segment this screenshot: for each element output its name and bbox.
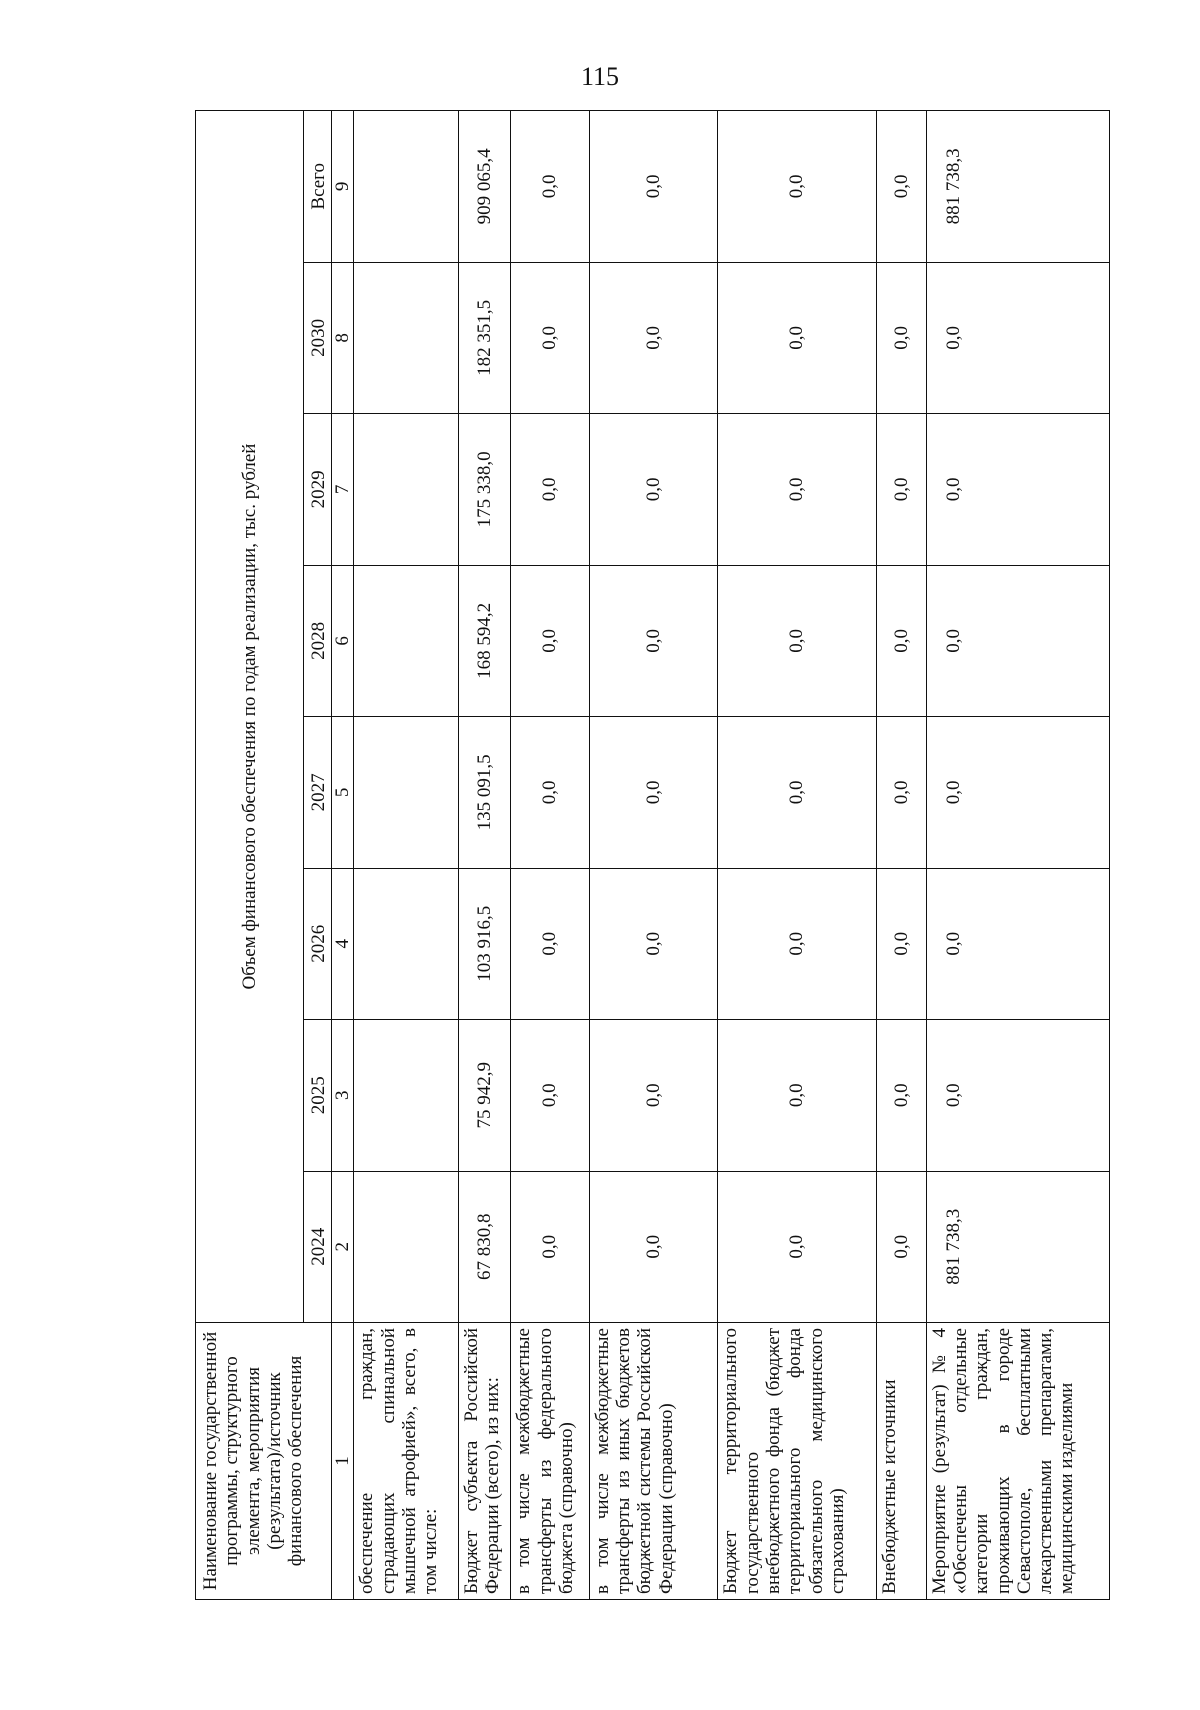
row-value: 0,0 [589, 111, 718, 263]
table-row [458, 111, 510, 1600]
year-header: 2029 [304, 414, 332, 565]
row-value: 0,0 [511, 1020, 590, 1171]
row-value: 0,0 [926, 565, 1109, 716]
column-number: 1 [332, 1323, 354, 1600]
row-value: 0,0 [876, 868, 926, 1019]
row-value: 881 738,3 [926, 111, 1109, 263]
row-value [354, 111, 459, 263]
name-column-header: Наименование государственной программы, структурного элемента, мероприятия (результата)/источник финансового обеспечения [196, 1323, 332, 1600]
row-value: 0,0 [876, 262, 926, 413]
row-value: 0,0 [876, 717, 926, 868]
row-value: 0,0 [511, 262, 590, 413]
row-value: 0,0 [876, 111, 926, 263]
row-value: 0,0 [589, 868, 718, 1019]
column-number: 7 [332, 414, 354, 565]
year-header: 2026 [304, 868, 332, 1019]
page-number: 115 [580, 62, 620, 91]
row-value: 0,0 [718, 1020, 876, 1171]
table-row [926, 111, 1109, 1600]
row-value: 103 916,5 [458, 868, 510, 1019]
row-value: 168 594,2 [458, 565, 510, 716]
row-value [354, 868, 459, 1019]
row-value: 0,0 [511, 111, 590, 263]
row-value: 0,0 [589, 414, 718, 565]
row-value: 135 091,5 [458, 717, 510, 868]
row-value: 0,0 [589, 565, 718, 716]
row-value: 0,0 [718, 717, 876, 868]
row-value [354, 262, 459, 413]
row-value: 182 351,5 [458, 262, 510, 413]
row-value: 0,0 [876, 414, 926, 565]
row-value: 0,0 [718, 262, 876, 413]
total-header: Всего [304, 111, 332, 263]
row-value: 175 338,0 [458, 414, 510, 565]
year-header: 2024 [304, 1171, 332, 1322]
row-value: 0,0 [511, 717, 590, 868]
row-value: 0,0 [718, 1171, 876, 1322]
row-value: 0,0 [876, 565, 926, 716]
row-value: 0,0 [718, 414, 876, 565]
year-header: 2028 [304, 565, 332, 716]
row-value [354, 565, 459, 716]
column-number: 5 [332, 717, 354, 868]
row-value: 0,0 [926, 1020, 1109, 1171]
row-value [354, 1171, 459, 1322]
column-number: 4 [332, 868, 354, 1019]
row-name: Мероприятие (результат) № 4 «Обеспечены отдельные категории граждан, проживающих в городе Севастополе, бесплатными лекарственными препаратами, медицинскими изделиями [926, 1323, 1109, 1600]
column-number: 3 [332, 1020, 354, 1171]
row-value: 0,0 [511, 1171, 590, 1322]
row-value: 0,0 [589, 1020, 718, 1171]
column-number: 9 [332, 111, 354, 263]
row-name: Бюджет территориального государственного внебюджетного фонда (бюджет территориального фонда обязательного медицинского страхования) [718, 1323, 876, 1600]
row-value [354, 1020, 459, 1171]
row-value: 0,0 [511, 414, 590, 565]
row-name: в том числе межбюджетные трансферты из иных бюджетов бюджетной системы Российской Федерации (справочно) [589, 1323, 718, 1600]
row-value: 0,0 [589, 717, 718, 868]
row-value: 0,0 [926, 868, 1109, 1019]
row-value: 0,0 [876, 1171, 926, 1322]
row-value: 0,0 [589, 262, 718, 413]
year-header: 2025 [304, 1020, 332, 1171]
row-name: Бюджет субъекта Российской Федерации (всего), из них: [458, 1323, 510, 1600]
row-value: 0,0 [926, 262, 1109, 413]
financing-table [195, 110, 1110, 1600]
year-header: 2027 [304, 717, 332, 868]
row-value: 0,0 [876, 1020, 926, 1171]
table-row [354, 111, 459, 1600]
column-number: 2 [332, 1171, 354, 1322]
row-value: 0,0 [718, 565, 876, 716]
row-value [354, 717, 459, 868]
row-value: 0,0 [511, 565, 590, 716]
year-header: 2030 [304, 262, 332, 413]
table-row [511, 111, 590, 1600]
table-row [876, 111, 926, 1600]
row-value: 909 065,4 [458, 111, 510, 263]
table-row [589, 111, 718, 1600]
column-number: 8 [332, 262, 354, 413]
row-value: 881 738,3 [926, 1171, 1109, 1322]
rotated-table-container [195, 110, 1110, 1600]
row-name: обеспечение граждан, страдающих спинальной мышечной атрофией», всего, в том числе: [354, 1323, 459, 1600]
row-value: 0,0 [718, 868, 876, 1019]
row-value: 75 942,9 [458, 1020, 510, 1171]
row-value: 0,0 [511, 868, 590, 1019]
row-value: 0,0 [926, 717, 1109, 868]
row-value: 0,0 [589, 1171, 718, 1322]
row-value [354, 414, 459, 565]
table-row [718, 111, 876, 1600]
row-value: 67 830,8 [458, 1171, 510, 1322]
row-value: 0,0 [926, 414, 1109, 565]
financing-group-header: Объем финансового обеспечения по годам реализации, тыс. рублей [196, 111, 304, 1323]
row-name: Внебюджетные источники [876, 1323, 926, 1600]
column-number: 6 [332, 565, 354, 716]
row-name: в том числе межбюджетные трансферты из федерального бюджета (справочно) [511, 1323, 590, 1600]
row-value: 0,0 [718, 111, 876, 263]
